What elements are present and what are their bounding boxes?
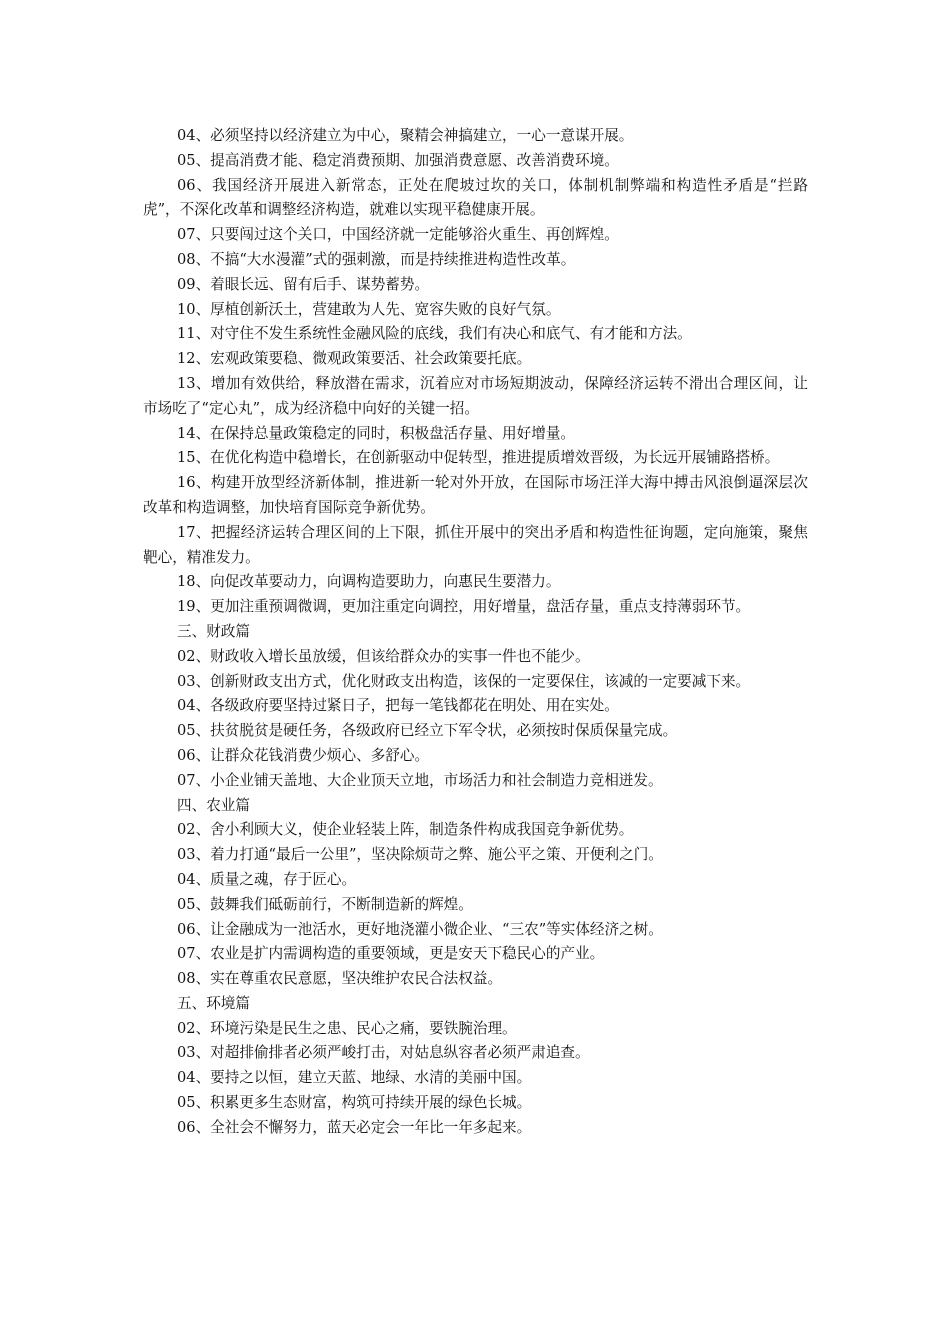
paragraph: 07、只要闯过这个关口，中国经济就一定能够浴火重生、再创辉煌。 — [177, 226, 619, 244]
paragraph: 06、让金融成为一池活水，更好地浇灌小微企业、“三农”等实体经济之树。 — [177, 920, 663, 938]
paragraph: 18、向促改革要动力，向调构造要助力，向惠民生要潜力。 — [177, 573, 561, 591]
document-body — [143, 124, 808, 1141]
paragraph: 05、提高消费才能、稳定消费预期、加强消费意愿、改善消费环境。 — [177, 151, 619, 169]
paragraph: 04、质量之魂，存于匠心。 — [177, 870, 357, 888]
paragraph: 02、舍小利顾大义，使企业轻装上阵，制造条件构成我国竞争新优势。 — [177, 821, 634, 839]
paragraph: 06、全社会不懈努力，蓝天必定会一年比一年多起来。 — [177, 1118, 532, 1136]
paragraph: 16、构建开放型经济新体制，推进新一轮对外开放，在国际市场汪洋大海中搏击风浪倒逼深层次改革和构造调整，加快培育国际竞争新优势。 — [143, 474, 808, 516]
paragraph: 03、着力打通“最后一公里”，坚决除烦苛之弊、施公平之策、开便利之门。 — [177, 846, 663, 864]
paragraph: 13、增加有效供给，释放潜在需求，沉着应对市场短期波动，保障经济运转不滑出合理区间，让市场吃了“定心丸”，成为经济稳中向好的关键一招。 — [143, 374, 808, 417]
paragraph: 03、对超排偷排者必须严峻打击，对姑息纵容者必须严肃追查。 — [177, 1044, 590, 1062]
paragraph: 05、扶贫脱贫是硬任务，各级政府已经立下军令状，必须按时保质保量完成。 — [177, 722, 678, 740]
paragraph: 05、积累更多生态财富，构筑可持续开展的绿色长城。 — [177, 1094, 532, 1112]
paragraph: 11、对守住不发生系统性金融风险的底线，我们有决心和底气、有才能和方法。 — [177, 325, 692, 343]
paragraph: 02、环境污染是民生之患、民心之痛，要铁腕治理。 — [177, 1019, 517, 1037]
paragraph: 08、不搞“大水漫灌”式的强刺激，而是持续推进构造性改革。 — [177, 250, 576, 268]
section-heading: 五、环境篇 — [177, 994, 250, 1012]
paragraph: 02、财政收入增长虽放缓，但该给群众办的实事一件也不能少。 — [177, 647, 590, 665]
paragraph: 17、把握经济运转合理区间的上下限，抓住开展中的突出矛盾和构造性征询题，定向施策，聚焦靶心，精准发力。 — [143, 523, 808, 566]
paragraph: 03、创新财政支出方式，优化财政支出构造，该保的一定要保住，该减的一定要减下来。 — [177, 672, 751, 690]
paragraph: 15、在优化构造中稳增长，在创新驱动中促转型，推进提质增效晋级，为长远开展铺路搭桥。 — [177, 449, 780, 467]
section-heading: 三、财政篇 — [177, 622, 250, 640]
paragraph: 04、各级政府要坚持过紧日子，把每一笔钱都花在明处、用在实处。 — [177, 697, 619, 715]
paragraph: 12、宏观政策要稳、微观政策要活、社会政策要托底。 — [177, 350, 532, 368]
paragraph: 04、必须坚持以经济建立为中心，聚精会神搞建立，一心一意谋开展。 — [177, 127, 634, 144]
paragraph: 08、实在尊重农民意愿，坚决维护农民合法权益。 — [177, 970, 503, 988]
paragraph: 10、厚植创新沃土，营建敢为人先、宽容失败的良好气氛。 — [177, 300, 561, 318]
paragraph: 14、在保持总量政策稳定的同时，积极盘活存量、用好增量。 — [177, 424, 576, 442]
paragraph: 05、鼓舞我们砥砺前行，不断制造新的辉煌。 — [177, 895, 473, 913]
section-heading: 四、农业篇 — [177, 796, 250, 814]
paragraph: 06、我国经济开展进入新常态，正处在爬坡过坎的关口，体制机制弊端和构造性矛盾是“拦路虎”，不深化改革和调整经济构造，就难以实现平稳健康开展。 — [143, 176, 808, 219]
paragraph: 04、要持之以恒，建立天蓝、地绿、水清的美丽中国。 — [177, 1069, 532, 1087]
paragraph: 19、更加注重预调微调，更加注重定向调控，用好增量，盘活存量，重点支持薄弱环节。 — [177, 598, 751, 616]
paragraph: 07、小企业铺天盖地、大企业顶天立地，市场活力和社会制造力竞相迸发。 — [177, 771, 663, 789]
paragraph: 09、着眼长远、留有后手、谋势蓄势。 — [177, 275, 430, 293]
paragraph: 06、让群众花钱消费少烦心、多舒心。 — [177, 746, 430, 764]
paragraph: 07、农业是扩内需调构造的重要领域，更是安天下稳民心的产业。 — [177, 945, 605, 963]
